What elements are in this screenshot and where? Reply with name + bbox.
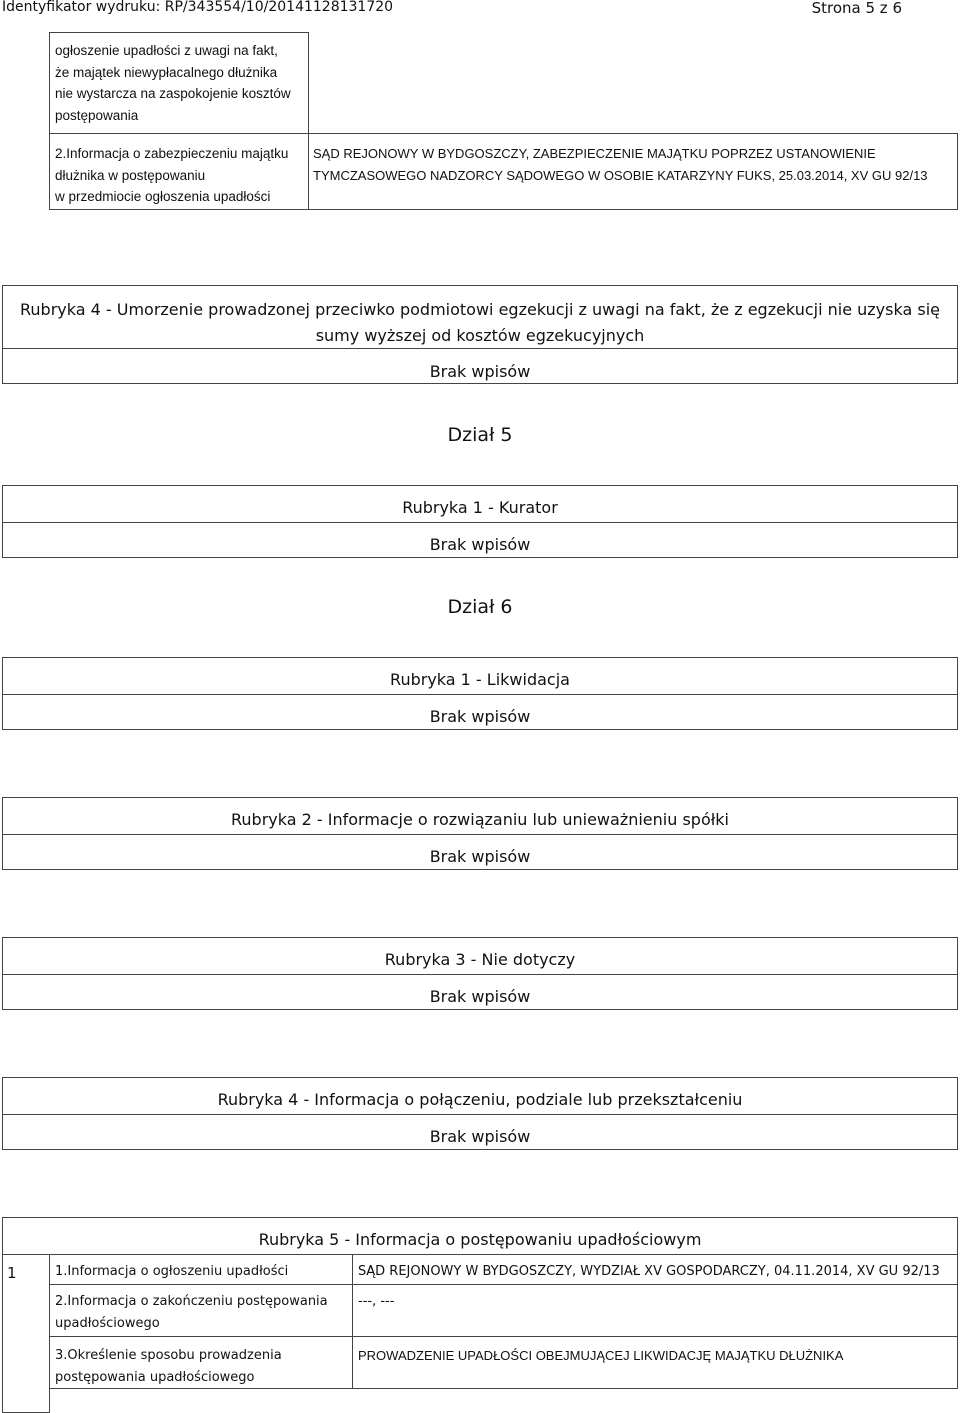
dzial6-title: Dział 6 bbox=[447, 596, 513, 618]
dzial6-r3-title: Rubryka 3 - Nie dotyczy bbox=[2, 937, 958, 975]
dzial6-r3-value: Brak wpisów bbox=[2, 974, 958, 1010]
r5-row1-label: 1.Informacja o ogłoszeniu upadłości bbox=[55, 1264, 289, 1279]
top-cell-2-label bbox=[49, 133, 309, 210]
top-cell-2-value-line: SĄD REJONOWY W BYDGOSZCZY, ZABEZPIECZENIE MAJĄTKU POPRZEZ USTANOWIENIE bbox=[313, 146, 876, 161]
top-cell-2-line: 2.Informacja o zabezpieczeniu majątku bbox=[55, 146, 289, 161]
rubryka4-title-box bbox=[2, 285, 958, 349]
r5-row2-label-cell bbox=[49, 1284, 353, 1337]
print-identifier: Identyfikator wydruku: RP/343554/10/20141128131720 bbox=[2, 0, 394, 15]
dzial6-r4-value: Brak wpisów bbox=[2, 1114, 958, 1150]
r5-row3-label-line: postępowania upadłościowego bbox=[55, 1369, 255, 1385]
top-cell-1-line: nie wystarcza na zaspokojenie kosztów bbox=[55, 86, 291, 101]
r5-row2-label-line: upadłościowego bbox=[55, 1315, 160, 1331]
r5-row3-value: PROWADZENIE UPADŁOŚCI OBEJMUJĄCEJ LIKWIDACJĘ MAJĄTKU DŁUŻNIKA bbox=[358, 1348, 844, 1363]
r5-row2-value-cell bbox=[352, 1284, 958, 1337]
dzial6-r1-value: Brak wpisów bbox=[2, 694, 958, 730]
dzial5-title: Dział 5 bbox=[447, 424, 513, 446]
top-cell-1-line: postępowania bbox=[55, 107, 139, 123]
dzial6-r4-title: Rubryka 4 - Informacja o połączeniu, podziale lub przekształceniu bbox=[2, 1077, 958, 1115]
r5-row1-value-cell bbox=[352, 1254, 958, 1285]
r5-row2-value: ---, --- bbox=[358, 1294, 395, 1309]
r5-row3-label-cell bbox=[49, 1336, 353, 1389]
top-cell-1-line: że majątek niewypłacalnego dłużnika bbox=[55, 64, 278, 80]
top-cell-1 bbox=[49, 32, 309, 134]
top-cell-2-value bbox=[308, 133, 958, 210]
r5-row2-label-line: 2.Informacja o zakończeniu postępowania bbox=[55, 1294, 328, 1309]
rubryka4-title: sumy wyższej od kosztów egzekucyjnych bbox=[315, 326, 645, 345]
top-cell-1-line: ogłoszenie upadłości z uwagi na fakt, bbox=[55, 43, 278, 58]
dzial5-r1-value: Brak wpisów bbox=[2, 522, 958, 558]
rubryka4-value: Brak wpisów bbox=[2, 348, 958, 384]
r5-row1-value: SĄD REJONOWY W BYDGOSZCZY, WYDZIAŁ XV GOSPODARCZY, 04.11.2014, XV GU 92/13 bbox=[358, 1264, 940, 1279]
top-cell-2-value-line: TYMCZASOWEGO NADZORCY SĄDOWEGO W OSOBIE KATARZYNY FUKS, 25.03.2014, XV GU 92/13 bbox=[313, 167, 928, 183]
dzial6-r2-value: Brak wpisów bbox=[2, 834, 958, 870]
r5-row3-value-cell bbox=[352, 1336, 958, 1389]
page-number: Strona 5 z 6 bbox=[811, 0, 902, 17]
r5-row1-label-cell bbox=[49, 1254, 353, 1285]
dzial6-r1-title: Rubryka 1 - Likwidacja bbox=[2, 657, 958, 695]
r5-index-cell bbox=[2, 1254, 50, 1413]
dzial6-r5-title: Rubryka 5 - Informacja o postępowaniu upadłościowym bbox=[2, 1217, 958, 1255]
r5-row3-label-line: 3.Określenie sposobu prowadzenia bbox=[55, 1348, 282, 1363]
rubryka4-title: Rubryka 4 - Umorzenie prowadzonej przeciwko podmiotowi egzekucji z uwagi na fakt, że z egzekucji nie uzyska się bbox=[20, 300, 940, 319]
dzial6-r2-title: Rubryka 2 - Informacje o rozwiązaniu lub unieważnieniu spółki bbox=[2, 797, 958, 835]
r5-index: 1 bbox=[7, 1264, 17, 1282]
dzial5-r1-title: Rubryka 1 - Kurator bbox=[2, 485, 958, 523]
top-cell-2-line: dłużnika w postępowaniu bbox=[55, 167, 206, 183]
top-cell-2-line: w przedmiocie ogłoszenia upadłości bbox=[55, 189, 271, 204]
